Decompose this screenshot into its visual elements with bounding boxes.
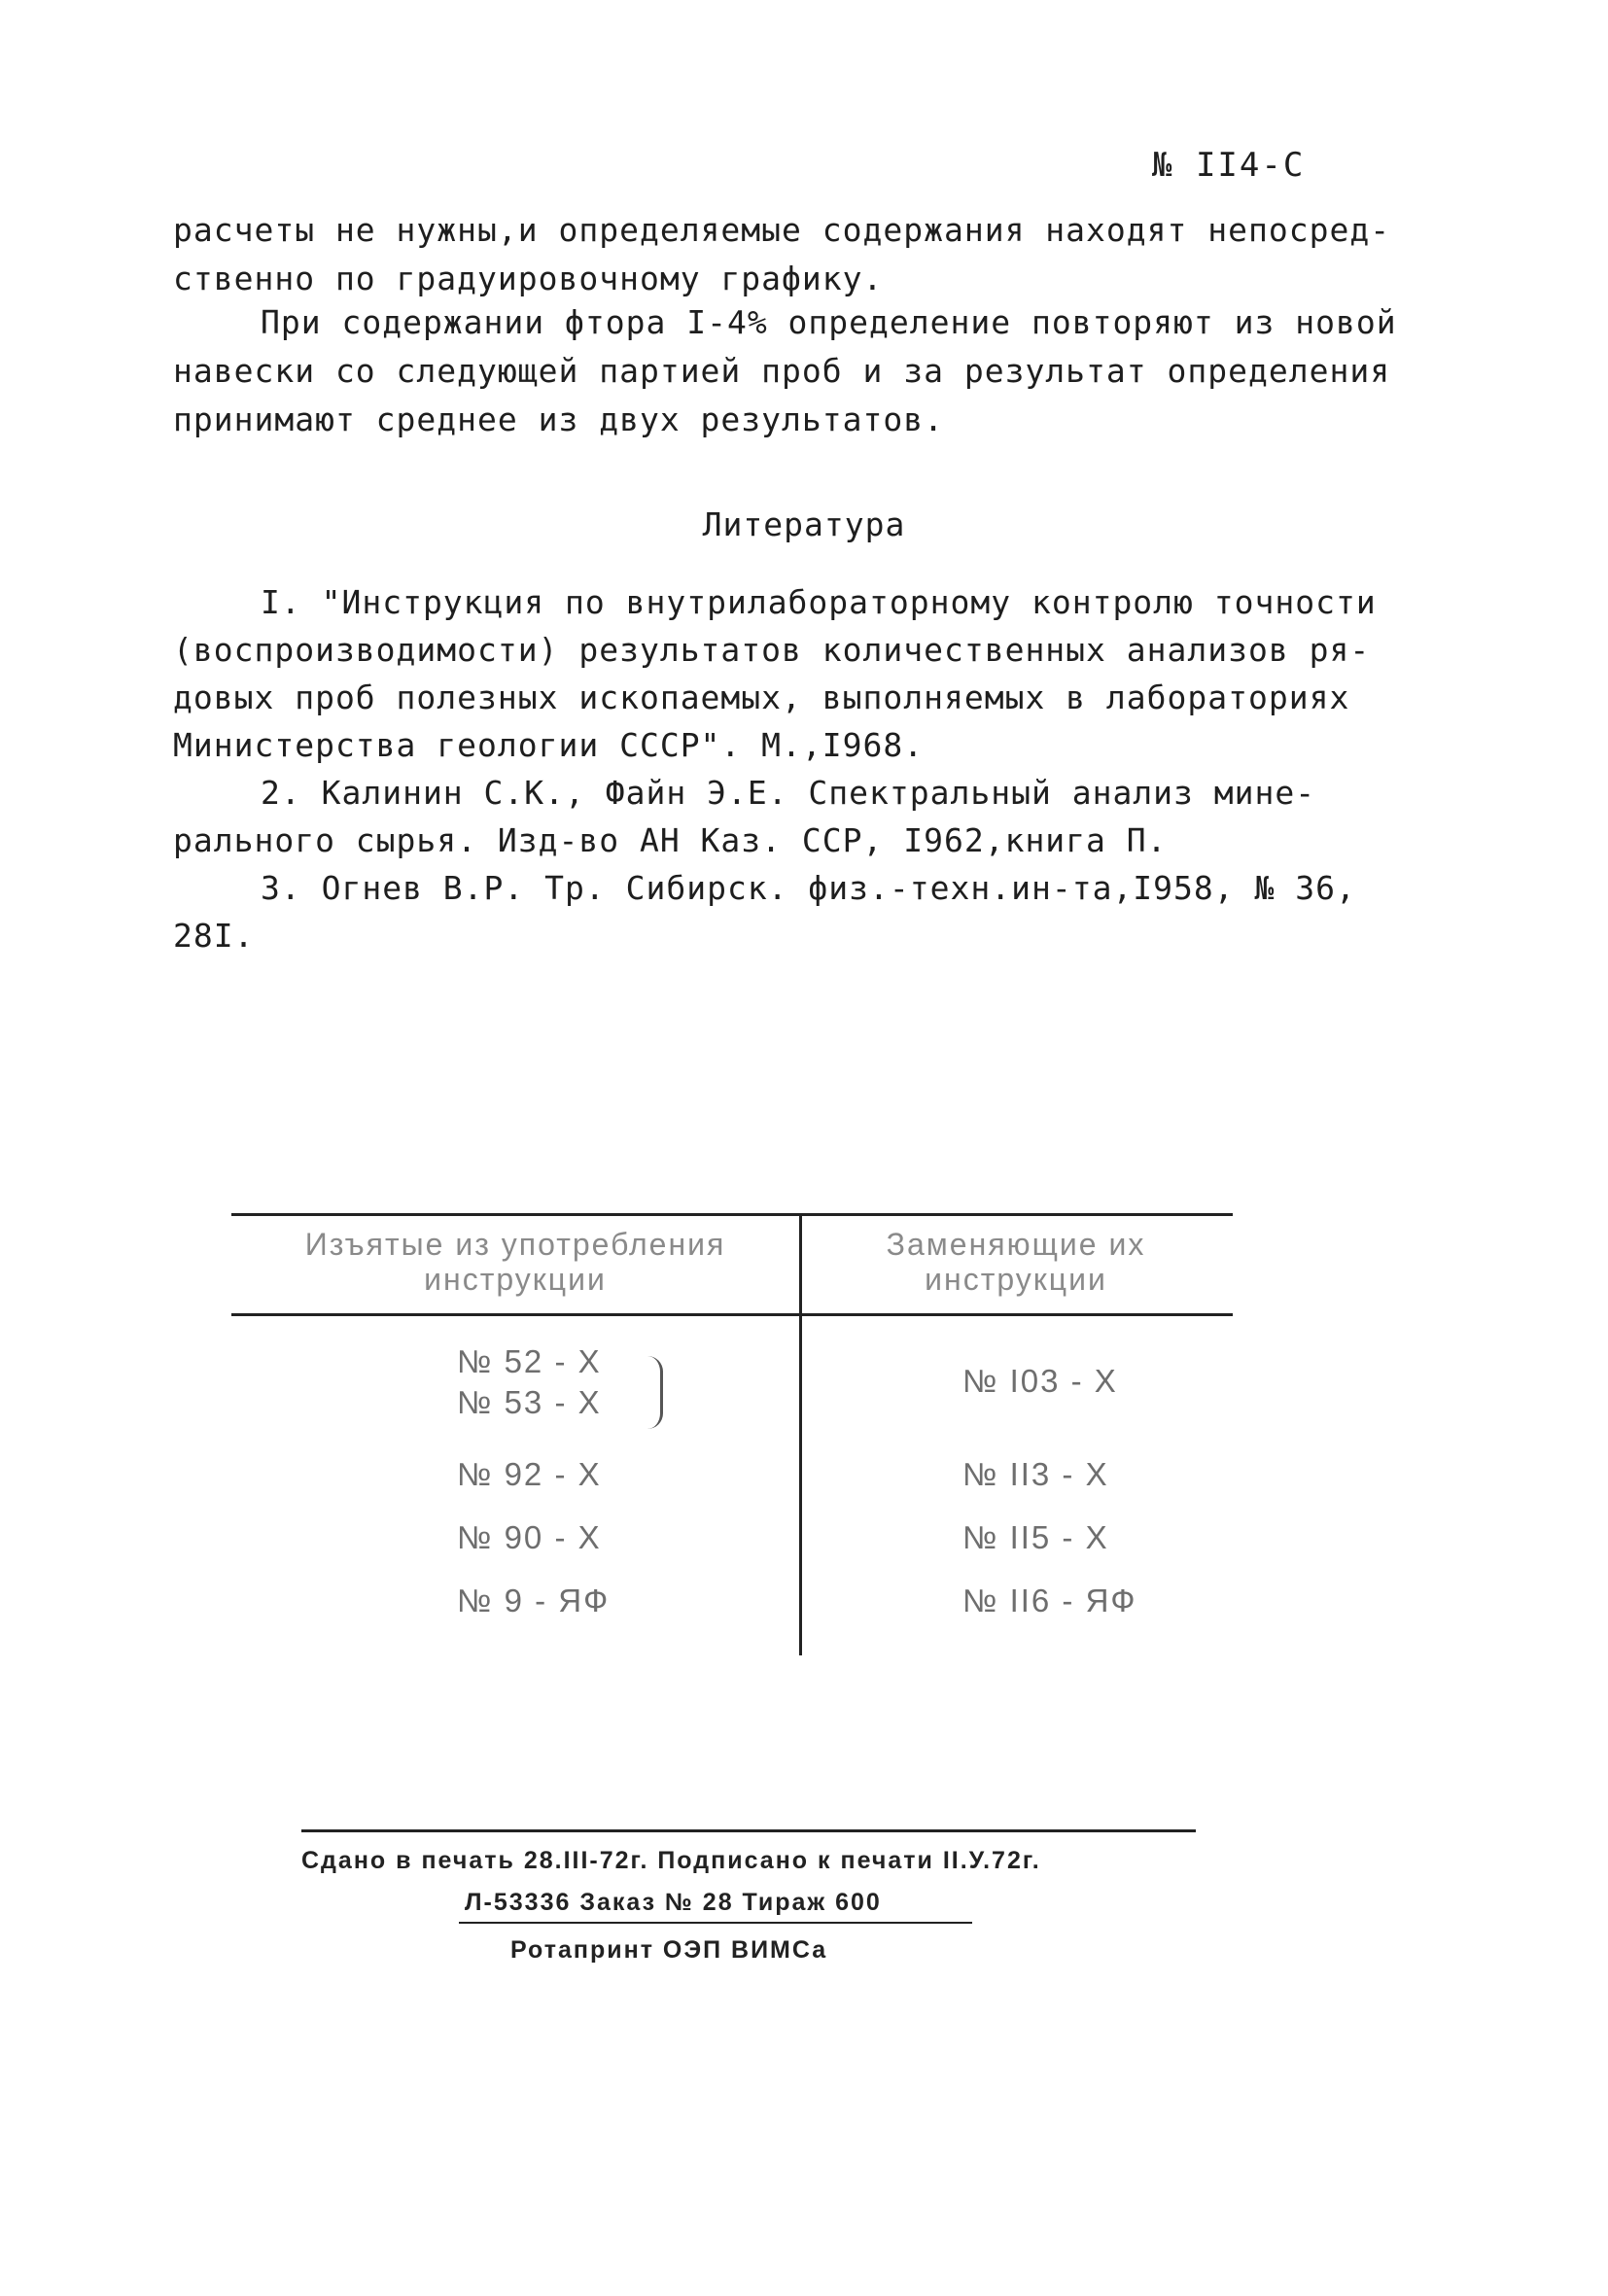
text-line: 28I. [173, 917, 255, 955]
text-line: (воспроизводимости) результатов количественных анализов ря- [173, 631, 1371, 669]
paragraph [173, 206, 1390, 303]
imprint-line: Л-53336 Заказ № 28 Тираж 600 [465, 1889, 882, 1916]
text-line: 3. Огнев В.Р. Тр. Сибирск. физ.-техн.ин-та,I958, № 36, [261, 869, 1356, 907]
column-header-replacing: Заменяющие их инструкции [886, 1227, 1146, 1297]
text-line: 2. Калинин С.К., Файн Э.Е. Спектральный анализ мине- [261, 774, 1316, 812]
table-cell: № 9 - ЯФ [457, 1583, 611, 1618]
text-line: навески со следующей партией проб и за результат определения [173, 352, 1391, 390]
paragraph [173, 298, 1397, 444]
column-header-withdrawn: Изъятые из употребления инструкции [304, 1227, 726, 1297]
text-line: довых проб полезных ископаемых, выполняемых в лабораториях [173, 678, 1350, 716]
table-cell: № 52 - Х [457, 1343, 602, 1379]
page-number: № II4-С [1152, 146, 1306, 185]
table-header-rule [231, 1313, 1233, 1316]
text-line: ственно по градуировочному графику. [173, 260, 884, 297]
reference-item [173, 769, 1315, 864]
text-line: I. "Инструкция по внутрилабораторному контролю точности [261, 583, 1377, 621]
text-line: При содержании фтора I-4% определение повторяют из новой [261, 303, 1397, 341]
imprint-line: Сдано в печать 28.III-72г. Подписано к печати II.У.72г. [301, 1847, 1041, 1874]
literature-heading: Литература [702, 505, 906, 543]
table-top-rule [231, 1213, 1233, 1216]
text-line: принимают среднее из двух результатов. [173, 400, 944, 438]
text-line: Министерства геологии СССР". М.,I968. [173, 726, 925, 764]
reference-item [173, 864, 1356, 959]
text-line: рального сырья. Изд-во АН Каз. ССР, I962,книга П. [173, 821, 1168, 859]
table-cell: № II3 - Х [962, 1456, 1109, 1492]
bracket-mark [647, 1356, 663, 1429]
table-cell: № I03 - Х [962, 1363, 1118, 1399]
table-cell: № II5 - Х [962, 1519, 1109, 1555]
imprint-line: Ротапринт ОЭП ВИМСа [510, 1936, 828, 1964]
text-line: расчеты не нужны,и определяемые содержания находят непосред- [173, 211, 1391, 249]
reference-item [173, 578, 1377, 769]
table-cell: № II6 - ЯФ [962, 1583, 1137, 1618]
table-cell: № 92 - Х [457, 1456, 602, 1492]
imprint-underline [459, 1922, 972, 1924]
imprint-top-rule [301, 1829, 1196, 1832]
table-cell: № 90 - Х [457, 1519, 602, 1555]
table-cell: № 53 - Х [457, 1384, 602, 1420]
